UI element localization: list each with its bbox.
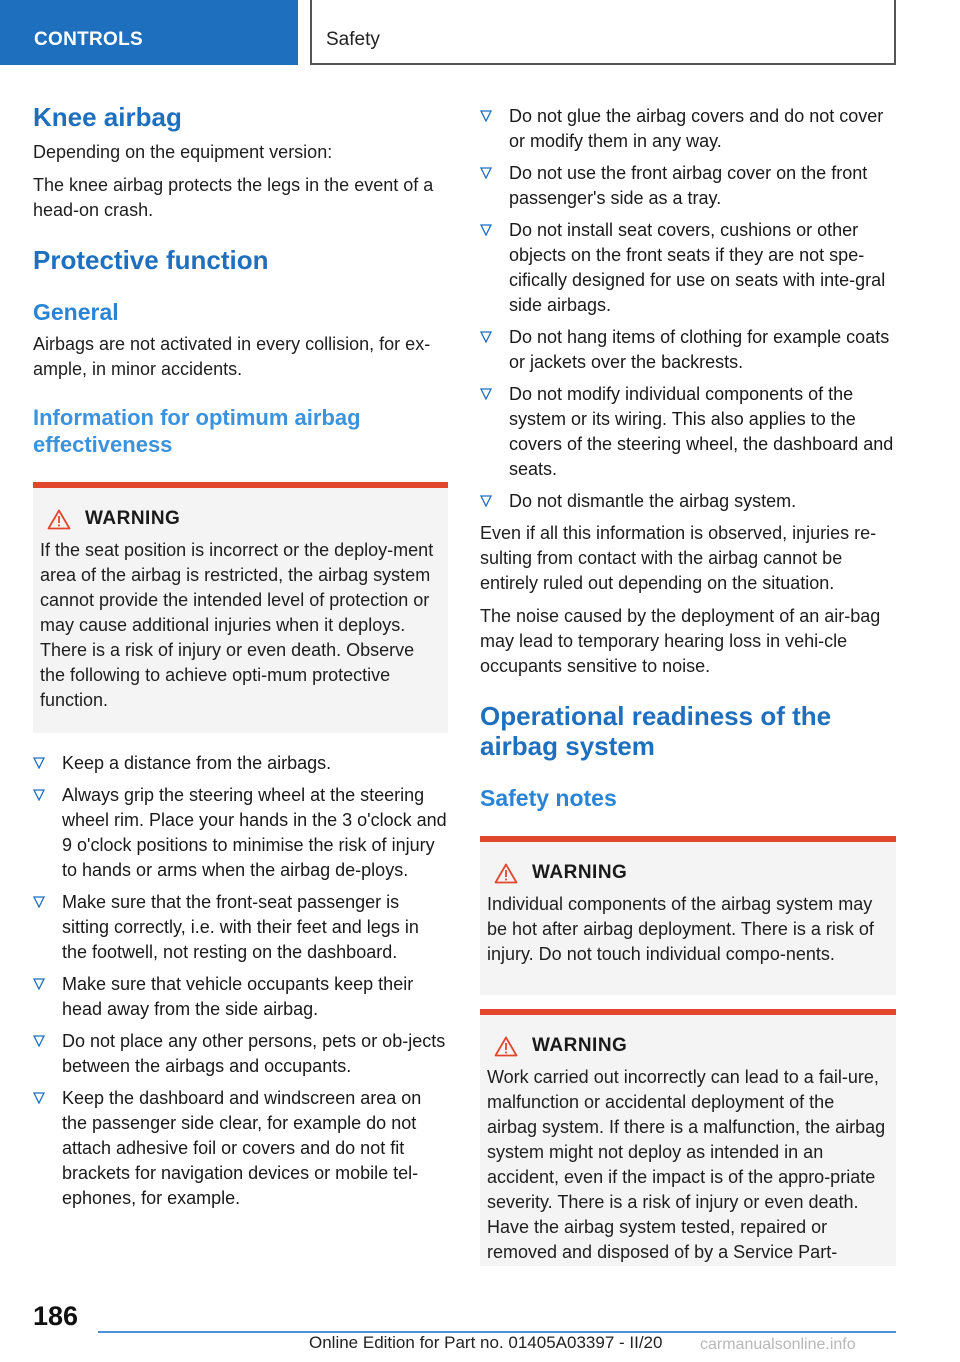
bullet-triangle-icon (33, 1035, 45, 1047)
list-item (480, 161, 896, 211)
warning-triangle-icon (494, 1036, 518, 1057)
bullet-triangle-icon (480, 331, 492, 343)
edition-info: Online Edition for Part no. 01405A03397 - II/20 (309, 1333, 663, 1352)
warning-box-incorrect-work (480, 1009, 896, 1266)
list-item-text: Keep a distance from the airbags. (62, 753, 332, 773)
general-text: Airbags are not activated in every collision, for ex-ample, in minor accidents. (33, 334, 431, 379)
list-item-text: Do not use the front airbag cover on the front passenger's side as a tray. (509, 163, 868, 208)
list-item (480, 104, 896, 154)
list-item-text: Do not hang items of clothing for example coats or jackets over the backrests. (509, 327, 890, 372)
chapter-title: Safety (310, 0, 896, 65)
protective-function-heading: Protective function (33, 245, 269, 275)
warning-label: WARNING (532, 862, 628, 883)
list-item (33, 890, 448, 965)
warning-title (487, 1035, 888, 1057)
list-item-text: Do not place any other persons, pets or ob-jects between the airbags and occupants. (62, 1031, 446, 1076)
info-paragraph-1: Even if all this information is observed, injuries re-sulting from contact with the airbag cannot be entirely ruled out depending on the situation. (480, 523, 877, 593)
list-item-text: Do not dismantle the airbag system. (509, 491, 797, 511)
list-item-text: Make sure that the front-seat passenger is sitting correctly, i.e. with their feet and legs in the footwell, not resting on the dashboard. (62, 892, 419, 962)
warning-box-hot-components (480, 836, 896, 995)
bullet-triangle-icon (480, 224, 492, 236)
warning-text: Work carried out incorrectly can lead to a fail-ure, malfunction or accidental deployment of the airbag system. If there is a malfunction, the airbag system might not deploy as intended in an accident, even if the impact is of the appro-priate severity. There is a risk of injury or even death. Have the airbag system tested, repaired or removed and disposed of by a Service Part- (487, 1067, 886, 1262)
watermark-text: carmanualsonline.info (700, 1336, 856, 1353)
warning-title (487, 862, 888, 884)
warning-title (40, 508, 440, 530)
warning-label: WARNING (85, 508, 181, 529)
left-bullet-list (33, 751, 448, 1211)
warning-triangle-icon (47, 509, 71, 530)
bullet-triangle-icon (33, 757, 45, 769)
list-item-text: Always grip the steering wheel at the steering wheel rim. Place your hands in the 3 o'clock and 9 o'clock positions to minimise the risk of injury to hands or arms when the airbag de-ploys. (62, 785, 447, 880)
list-item (480, 489, 896, 514)
warning-text: If the seat position is incorrect or the deploy-ment area of the airbag is restricted, the airbag system cannot provide the intended level of protection or may cause additional injuries when it deploys. There is a risk of injury or even death. Observe the following to achieve opti-mum protective function. (40, 540, 434, 710)
safety-notes-heading: Safety notes (480, 785, 617, 811)
bullet-triangle-icon (33, 1092, 45, 1104)
list-item (480, 382, 896, 482)
knee-airbag-desc: The knee airbag protects the legs in the event of a head-on crash. (33, 175, 434, 220)
bullet-triangle-icon (33, 789, 45, 801)
page-number: 186 (33, 1301, 79, 1331)
section-tab-controls: CONTROLS (0, 0, 298, 65)
info-paragraph-2: The noise caused by the deployment of an air-bag may lead to temporary hearing loss in vehi-cle occupants sensitive to noise. (480, 606, 881, 676)
list-item (480, 325, 896, 375)
list-item (33, 751, 448, 776)
bullet-triangle-icon (480, 388, 492, 400)
list-item (480, 218, 896, 318)
bullet-triangle-icon (480, 167, 492, 179)
bullet-triangle-icon (33, 896, 45, 908)
list-item (33, 783, 448, 883)
warning-box (33, 482, 448, 733)
info-heading: Information for optimum airbag effectiveness (33, 405, 361, 457)
list-item-text: Do not modify individual components of the system or its wiring. This also applies to the covers of the steering wheel, the dashboard and seats. (509, 384, 894, 479)
knee-airbag-heading: Knee airbag (33, 102, 182, 132)
operational-readiness-heading: Operational readiness of the airbag system (480, 701, 832, 761)
bullet-triangle-icon (33, 978, 45, 990)
list-item (33, 1086, 448, 1211)
general-heading: General (33, 299, 119, 325)
knee-airbag-intro: Depending on the equipment version: (33, 142, 333, 162)
bullet-triangle-icon (480, 495, 492, 507)
warning-text: Individual components of the airbag system may be hot after airbag deployment. There is a risk of injury. Do not touch individual compo-nents. (487, 894, 874, 964)
left-column (33, 102, 448, 1218)
bullet-triangle-icon (480, 110, 492, 122)
right-column (480, 104, 896, 1266)
warning-label: WARNING (532, 1035, 628, 1056)
list-item-text: Make sure that vehicle occupants keep their head away from the side airbag. (62, 974, 414, 1019)
list-item (33, 972, 448, 1022)
warning-triangle-icon (494, 863, 518, 884)
list-item-text: Do not glue the airbag covers and do not cover or modify them in any way. (509, 106, 884, 151)
list-item-text: Do not install seat covers, cushions or other objects on the front seats if they are not spe-cifically designed for use on seats with inte-gral side airbags. (509, 220, 886, 315)
right-bullet-list (480, 104, 896, 514)
list-item-text: Keep the dashboard and windscreen area on the passenger side clear, for example do not attach adhesive foil or covers and do not fit brackets for navigation devices or mobile tel-ephones, for example. (62, 1088, 422, 1208)
list-item (33, 1029, 448, 1079)
